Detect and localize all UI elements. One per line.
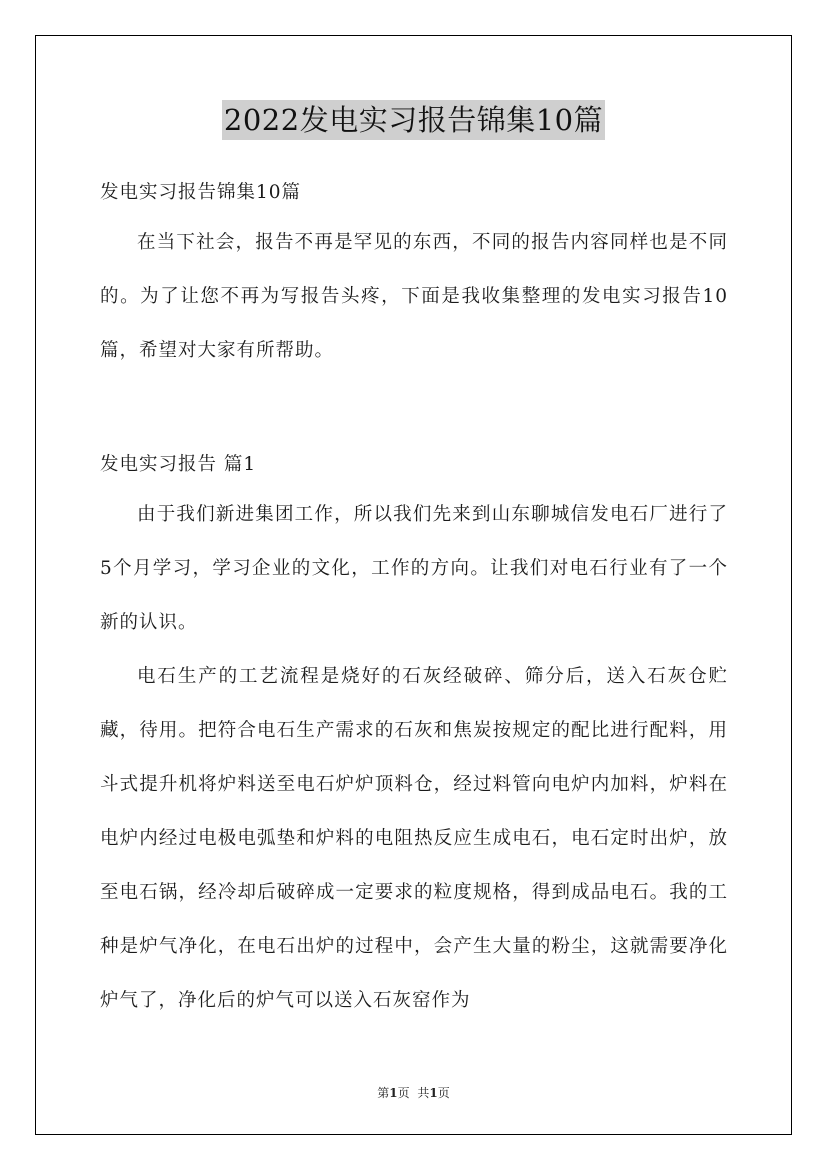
title-container [0,100,827,140]
document-title: 2022发电实习报告锦集10篇 [222,100,605,140]
footer-total-number: 1 [429,1086,438,1100]
document-subtitle: 发电实习报告锦集10篇 [100,182,302,203]
intro-paragraph: 在当下社会，报告不再是罕见的东西，不同的报告内容同样也是不同的。为了让您不再为写报告头疼，下面是我收集整理的发电实习报告10篇，希望对大家有所帮助。 [100,232,728,361]
section1-paragraph-2: 电石生产的工艺流程是烧好的石灰经破碎、筛分后，送入石灰仓贮藏，待用。把符合电石生产需求的石灰和焦炭按规定的配比进行配料，用斗式提升机将炉料送至电石炉炉顶料仓，经过料管向电炉内加料，炉料在电炉内经过电极电弧垫和炉料的电阻热反应生成电石，电石定时出炉，放至电石锅，经冷却后破碎成一定要求的粒度规格，得到成品电石。我的工种是炉气净化，在电石出炉的过程中，会产生大量的粉尘，这就需要净化炉气了，净化后的炉气可以送入石灰窑作为 [100,666,728,1011]
footer-page-prefix: 第 [377,1086,390,1100]
footer-page-number: 1 [389,1086,398,1100]
document-body [100,170,728,1028]
page-footer [0,1084,827,1101]
footer-page-suffix: 页 [397,1086,410,1100]
footer-total-suffix: 页 [437,1086,450,1100]
section1-paragraph-1: 由于我们新进集团工作，所以我们先来到山东聊城信发电石厂进行了5个月学习，学习企业的文化，工作的方向。让我们对电石行业有了一个新的认识。 [100,504,728,633]
section-heading-1: 发电实习报告 篇1 [100,454,257,475]
footer-total-prefix: 共 [417,1086,430,1100]
